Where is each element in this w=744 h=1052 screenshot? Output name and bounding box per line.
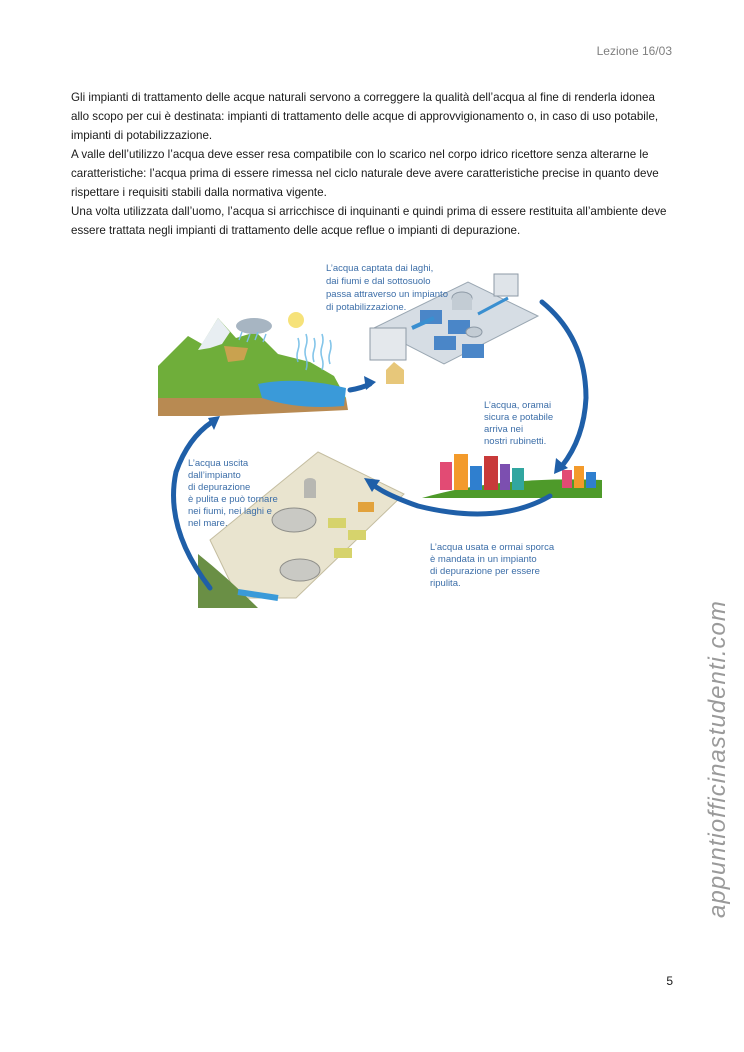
caption-return-line: dall’impianto [188,470,241,481]
caption-potabilization-line: passa attraverso un impianto [326,289,448,300]
page-number: 5 [666,974,673,988]
watermark: appuntiofficinastudenti.com [704,600,731,918]
arrowhead-lake-to-plant [364,376,376,390]
city-graphic [422,454,602,498]
caption-return-line: è pulita e può tornare [188,494,278,505]
page-header: Lezione 16/03 [596,44,672,58]
caption-used-line: è mandata in un impianto [430,554,537,565]
arrow-plant-to-city [542,302,586,466]
caption-used [430,542,555,589]
caption-return-line: L’acqua uscita [188,458,249,469]
caption-used-line: di depurazione per essere [430,566,540,577]
caption-taps-line: arriva nei [484,424,524,435]
paragraph-discharge: A valle dell’utilizzo l’acqua deve esser resa compatibile con lo scarico nel corpo idrico ricettore senza alterarne le caratteristiche: l’acqua prima di essere rimessa nel ciclo naturale deve avere caratteristiche precise in quanto deve rispettare i requisiti stabili dalla normativa vigente. [71,148,659,199]
caption-potabilization-line: dai fiumi e dal sottosuolo [326,276,431,287]
caption-taps-line: L’acqua, oramai [484,400,552,411]
caption-taps [484,400,553,447]
water-cycle-illustration [158,258,602,614]
caption-taps-line: nostri rubinetti. [484,436,547,447]
caption-return-line: nei fiumi, nei laghi e [188,506,272,517]
body-text [71,88,673,240]
landscape-graphic [158,312,348,416]
caption-potabilization-line: L’acqua captata dai laghi, [326,263,434,274]
caption-return-line: nel mare. [188,518,228,529]
caption-potabilization-line: di potabilizzazione. [326,302,407,313]
caption-taps-line: sicura e potabile [484,412,554,423]
caption-return-line: di depurazione [188,482,251,493]
paragraph-depuration: Una volta utilizzata dall’uomo, l’acqua si arricchisce di inquinanti e quindi prima di essere restituita all’ambiente deve essere trattata negli impianti di trattamento delle acque reflue o impianti di depurazione. [71,205,667,237]
paragraph-potabilization: Gli impianti di trattamento delle acque naturali servono a correggere la qualità dell’acqua al fine di renderla idonea allo scopo per cui è destinata: impianti di trattamento delle acque di approvvigionamento o, in caso di uso potabile, impianti di potabilizzazione. [71,91,659,142]
caption-used-line: ripulita. [430,578,461,589]
caption-used-line: L’acqua usata e ormai sporca [430,542,555,553]
